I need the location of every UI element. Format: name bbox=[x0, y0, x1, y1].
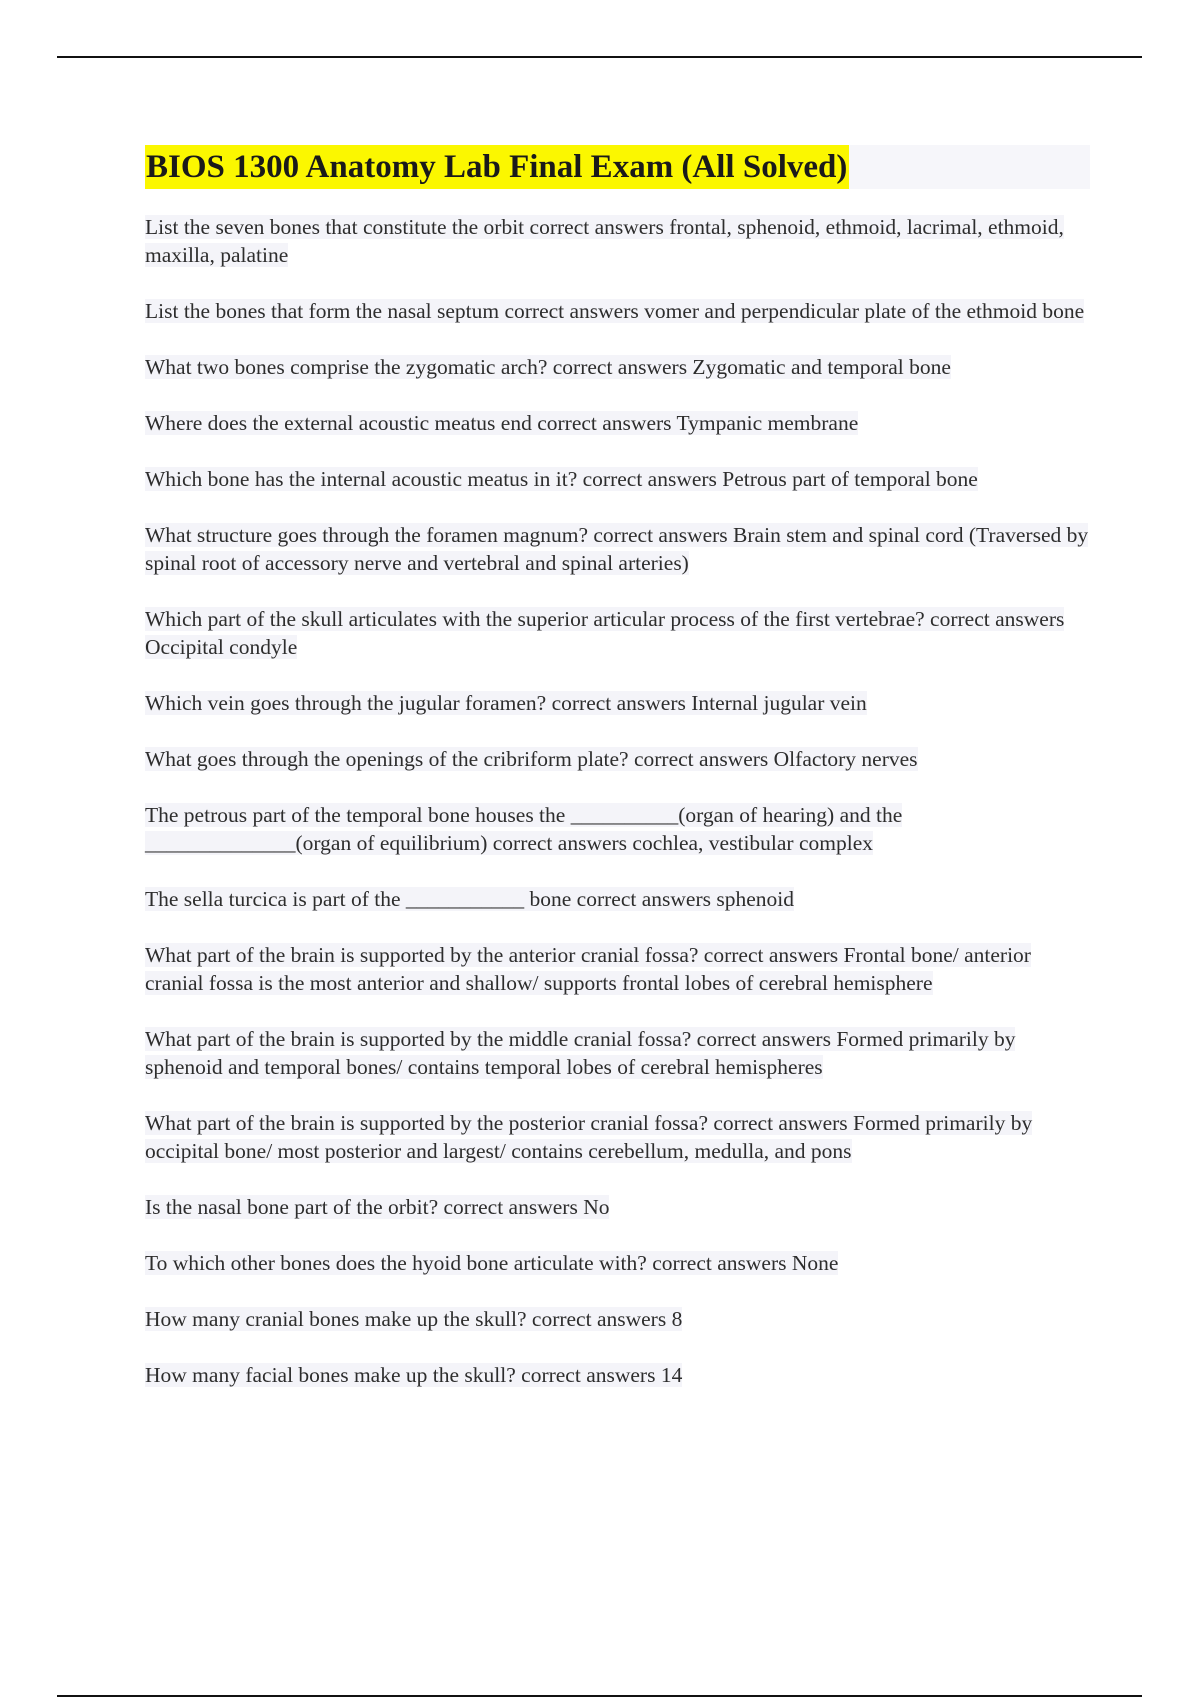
qa-item bbox=[145, 353, 1090, 381]
document-body bbox=[145, 145, 1090, 1417]
qa-item bbox=[145, 297, 1090, 325]
qa-item bbox=[145, 409, 1090, 437]
qa-item bbox=[145, 689, 1090, 717]
qa-list bbox=[145, 213, 1090, 1389]
qa-item bbox=[145, 941, 1090, 997]
qa-item bbox=[145, 605, 1090, 661]
qa-text: What two bones comprise the zygomatic arch? correct answers Zygomatic and temporal bone bbox=[145, 355, 951, 379]
qa-item bbox=[145, 1109, 1090, 1165]
qa-text: What part of the brain is supported by the posterior cranial fossa? correct answers Formed primarily by occipital bone/ most posterior and largest/ contains cerebellum, medulla, and pons bbox=[145, 1111, 1033, 1163]
qa-item bbox=[145, 1305, 1090, 1333]
document-title: BIOS 1300 Anatomy Lab Final Exam (All Solved) bbox=[145, 145, 849, 189]
qa-text: What part of the brain is supported by the anterior cranial fossa? correct answers Frontal bone/ anterior cranial fossa is the most anterior and shallow/ supports frontal lobes of cerebral hemisphere bbox=[145, 943, 1031, 995]
qa-text: The sella turcica is part of the ___________ bone correct answers sphenoid bbox=[145, 887, 794, 911]
qa-text: What part of the brain is supported by the middle cranial fossa? correct answers Formed primarily by sphenoid and temporal bones/ contains temporal lobes of cerebral hemispheres bbox=[145, 1027, 1016, 1079]
qa-item bbox=[145, 885, 1090, 913]
qa-item bbox=[145, 1193, 1090, 1221]
qa-item bbox=[145, 465, 1090, 493]
qa-text: How many cranial bones make up the skull? correct answers 8 bbox=[145, 1307, 683, 1331]
qa-text: Which bone has the internal acoustic meatus in it? correct answers Petrous part of temporal bone bbox=[145, 467, 978, 491]
qa-item bbox=[145, 213, 1090, 269]
qa-text: Which vein goes through the jugular foramen? correct answers Internal jugular vein bbox=[145, 691, 867, 715]
qa-text: Is the nasal bone part of the orbit? correct answers No bbox=[145, 1195, 610, 1219]
qa-item bbox=[145, 521, 1090, 577]
qa-text: How many facial bones make up the skull? correct answers 14 bbox=[145, 1363, 683, 1387]
qa-item bbox=[145, 1249, 1090, 1277]
header-rule bbox=[57, 56, 1142, 58]
qa-item bbox=[145, 745, 1090, 773]
qa-text: What goes through the openings of the cribriform plate? correct answers Olfactory nerves bbox=[145, 747, 918, 771]
qa-text: The petrous part of the temporal bone houses the __________(organ of hearing) and the ______________(organ of equilibrium) correct answers cochlea, vestibular complex bbox=[145, 803, 903, 855]
qa-item bbox=[145, 1025, 1090, 1081]
qa-text: To which other bones does the hyoid bone articulate with? correct answers None bbox=[145, 1251, 839, 1275]
qa-text: List the bones that form the nasal septum correct answers vomer and perpendicular plate of the ethmoid bone bbox=[145, 299, 1085, 323]
qa-text: Where does the external acoustic meatus end correct answers Tympanic membrane bbox=[145, 411, 859, 435]
qa-text: What structure goes through the foramen magnum? correct answers Brain stem and spinal cord (Traversed by spinal root of accessory nerve and vertebral and spinal arteries) bbox=[145, 523, 1089, 575]
qa-item bbox=[145, 801, 1090, 857]
footer-rule bbox=[57, 1695, 1142, 1697]
qa-text: Which part of the skull articulates with the superior articular process of the first vertebrae? correct answers Occipital condyle bbox=[145, 607, 1065, 659]
qa-text: List the seven bones that constitute the orbit correct answers frontal, sphenoid, ethmoid, lacrimal, ethmoid, maxilla, palatine bbox=[145, 215, 1064, 267]
qa-item bbox=[145, 1361, 1090, 1389]
title-band bbox=[145, 145, 1090, 189]
